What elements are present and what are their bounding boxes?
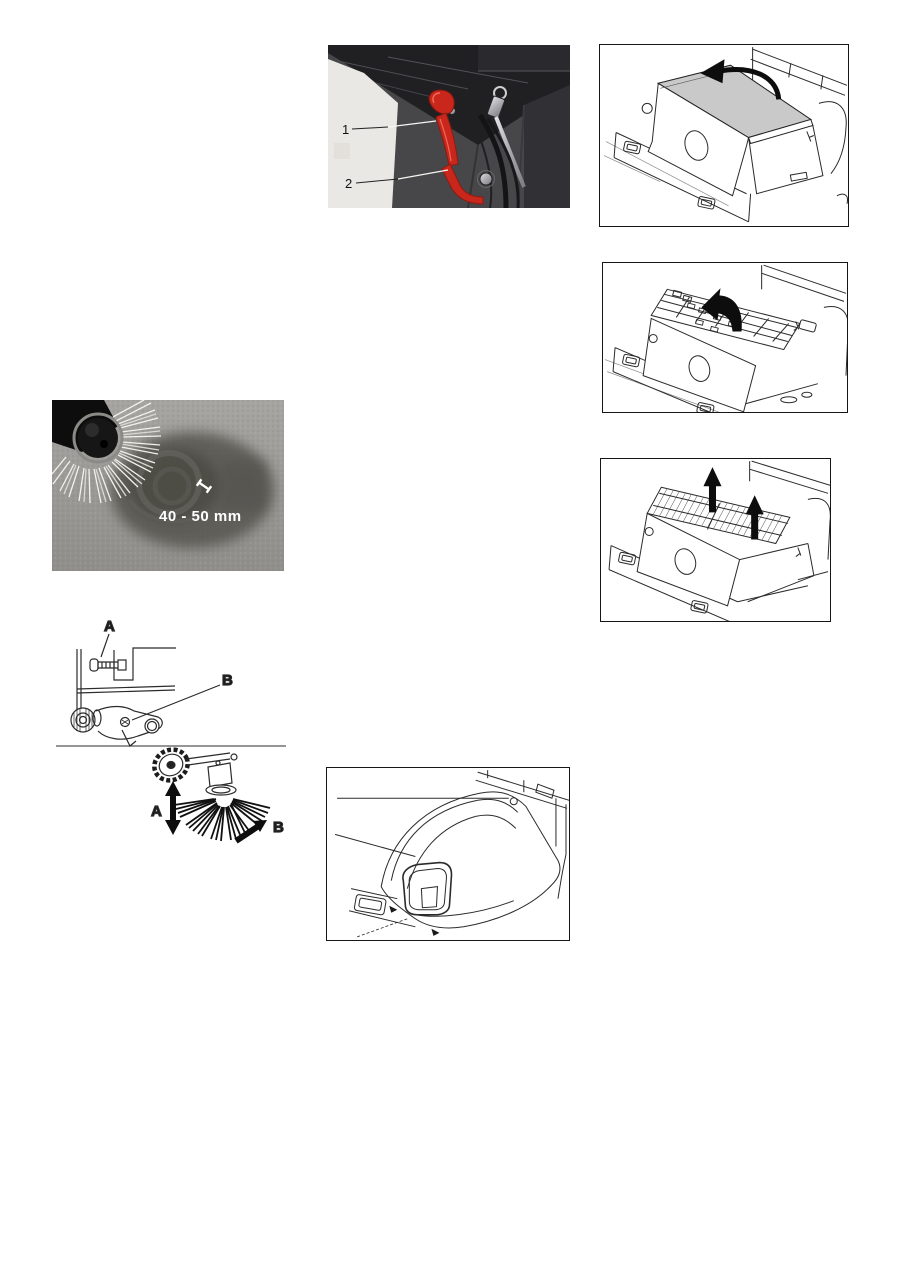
filter-removal-art (601, 459, 830, 621)
flap-lever-photo-art (328, 45, 570, 208)
hood-knob (510, 798, 517, 805)
caster-wheel (149, 744, 192, 786)
figure-side-brush-adjustment (52, 617, 292, 850)
side-brush-movement-detail (149, 744, 284, 841)
knurled-screw (90, 659, 126, 671)
figure-filter-removal-drawing (600, 458, 831, 622)
figure-flap-lever-photo (328, 45, 570, 208)
measurement-label: 40 - 50 mm (159, 508, 242, 525)
figure-hood-open-drawing (599, 44, 849, 227)
figure-filter-frame-drawing (602, 262, 848, 413)
adjustment-bracket-detail (71, 618, 233, 746)
figure-sweeping-pattern-photo (52, 400, 284, 571)
brush-swivel-mount (208, 763, 232, 787)
label-a-leader (101, 634, 109, 657)
callout-2-label: 2 (345, 176, 353, 191)
brush-bristles (174, 799, 270, 841)
device-hood (349, 792, 560, 937)
hood-open-art (600, 45, 848, 226)
lower-label-a: A (151, 803, 162, 820)
knurled-knob (71, 708, 101, 732)
hex-bolt (480, 173, 492, 185)
figure-device-hood-drawing (326, 767, 570, 941)
lower-label-b: B (273, 819, 284, 836)
device-hood-art (327, 768, 569, 940)
filter-frame-art (603, 263, 847, 412)
label-b-leader (132, 685, 220, 720)
callout-1-label: 1 (342, 122, 350, 137)
upper-label-b: B (222, 672, 233, 689)
side-brush-adjustment-art (52, 617, 292, 850)
sweeping-pattern-art (52, 400, 284, 571)
upper-label-a: A (104, 618, 115, 635)
